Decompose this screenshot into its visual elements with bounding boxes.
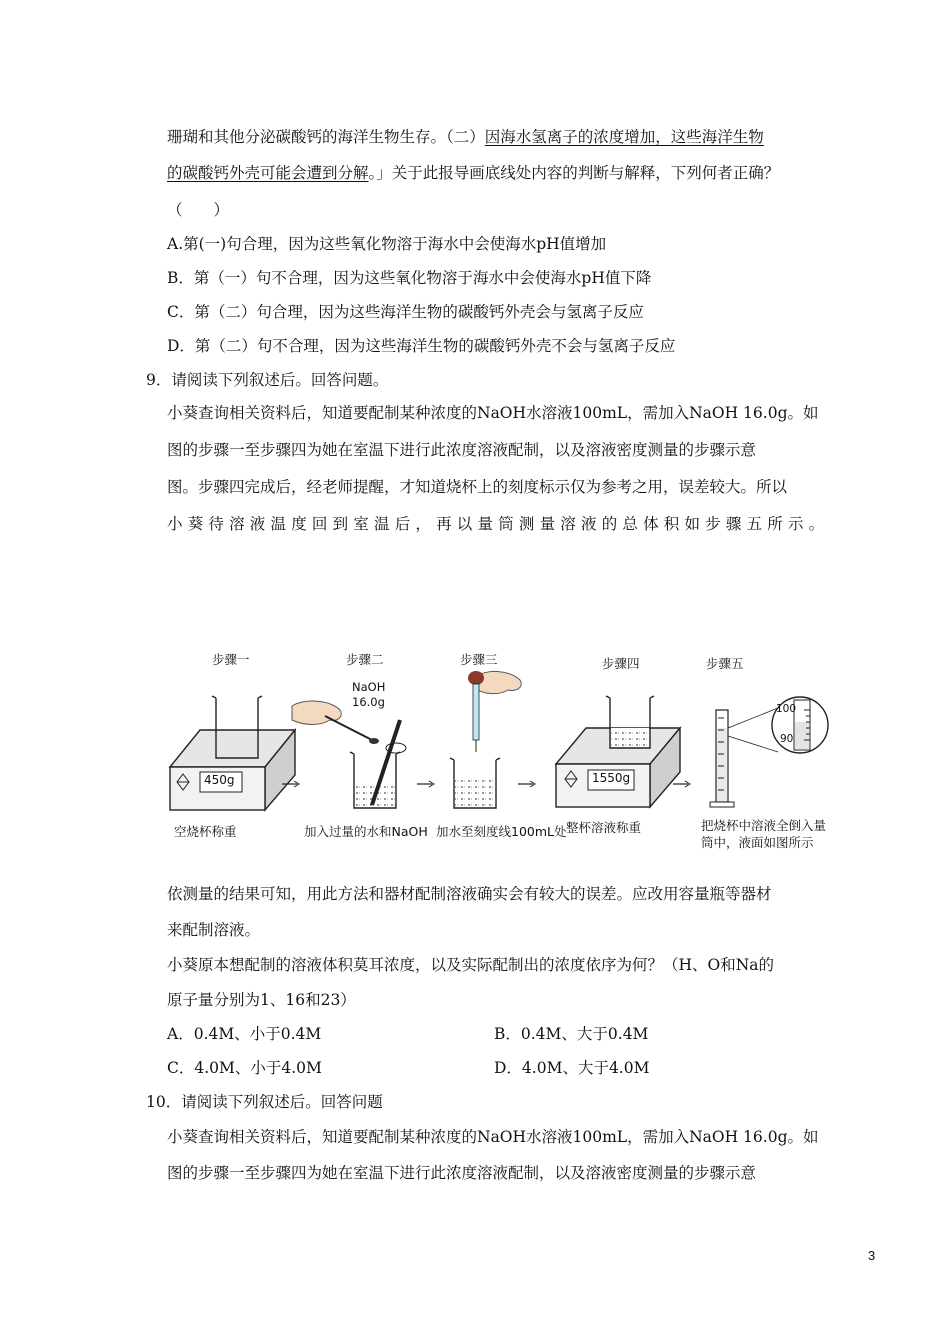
graduated-cylinder	[710, 708, 778, 807]
q8-line-2	[167, 163, 779, 183]
q9-option-d: D．4.0M、大于4.0M	[494, 1059, 650, 1077]
step-2-caption: 加入过量的水和NaOH	[304, 824, 428, 839]
tick-90-label: 90	[780, 733, 794, 745]
scale-1-reading: 450g	[204, 773, 235, 787]
q9-para-line-1: 小葵查询相关资料后，知道要配制某种浓度的NaOH水溶液100mL，需加入NaOH 16.0g。如	[167, 404, 819, 422]
step-3-title: 步骤三	[460, 652, 498, 667]
q10-para-line-1: 小葵查询相关资料后，知道要配制某种浓度的NaOH水溶液100mL，需加入NaOH 16.0g。如	[167, 1128, 819, 1146]
step-3-caption: 加水至刻度线100mL处	[436, 824, 567, 839]
full-beaker	[606, 696, 654, 748]
q8-line-1-text: 珊瑚和其他分泌碳酸钙的海洋生物生存。（二）	[167, 128, 485, 146]
q8-underlined-sentence-2a: 因海水氢离子的浓度增加，这些海洋生物	[484, 128, 764, 146]
step-1-caption: 空烧杯称重	[174, 824, 237, 839]
q8-option-b: B．第（一）句不合理，因为这些氧化物溶于海水中会使海水pH值下降	[167, 269, 652, 287]
q9-question-line-1: 小葵原本想配制的溶液体积莫耳浓度，以及实际配制出的浓度依序为何？（H、O和Na的	[167, 956, 775, 974]
q8-line-1	[167, 127, 764, 147]
step-4-caption: 整杯溶液称重	[566, 820, 642, 835]
beaker-3	[450, 758, 500, 808]
q9-question-line-2: 原子量分别为1、16和23）	[167, 991, 356, 1009]
q9-para-line-2: 图的步骤一至步骤四为她在室温下进行此浓度溶液配制，以及溶液密度测量的步骤示意	[167, 441, 757, 459]
step-5-title: 步骤五	[706, 656, 744, 671]
step-5-caption-line-1: 把烧杯中溶液全倒入量	[701, 818, 827, 833]
step-1-title: 步骤一	[212, 652, 250, 667]
q9-para-line-3: 图。步骤四完成后，经老师提醒，才知道烧杯上的刻度标示仅为参考之用，误差较大。所以	[167, 478, 788, 496]
q8-option-d: D．第（二）句不合理，因为这些海洋生物的碳酸钙外壳不会与氢离子反应	[167, 337, 676, 355]
naoh-label: NaOH	[352, 680, 386, 694]
q10-header: 10．请阅读下列叙述后。回答问题	[146, 1093, 383, 1111]
q9-para-line-4: 小葵待溶液温度回到室温后，再以量筒测量溶液的总体积如步骤五所示。	[167, 515, 830, 533]
scale-1	[170, 730, 295, 810]
q9-option-a: A．0.4M、小于0.4M	[167, 1025, 322, 1043]
q9-header: 9．请阅读下列叙述后。回答问题。	[146, 371, 389, 389]
q8-answer-paren: （ ）	[167, 201, 230, 219]
hand-dropper	[468, 671, 521, 752]
naoh-mass: 16.0g	[352, 695, 385, 709]
q8-option-c: C．第（二）句合理，因为这些海洋生物的碳酸钙外壳会与氢离子反应	[167, 303, 644, 321]
q9-option-c: C．4.0M、小于4.0M	[167, 1059, 322, 1077]
step-2-title: 步骤二	[346, 652, 384, 667]
step-5-caption-line-2: 筒中，液面如图所示	[701, 835, 814, 850]
q8-question-text: 。」关于此报导画底线处内容的判断与解释，下列何者正确？	[368, 164, 780, 182]
q8-option-a: A.第(一)句合理，因为这些氧化物溶于海水中会使海水pH值增加	[167, 235, 607, 253]
q9-after-line-1: 依测量的结果可知，用此方法和器材配制溶液确实会有较大的误差。应改用容量瓶等器材	[167, 885, 772, 903]
step-4-title: 步骤四	[602, 656, 640, 671]
q10-para-line-2: 图的步骤一至步骤四为她在室温下进行此浓度溶液配制，以及溶液密度测量的步骤示意	[167, 1164, 757, 1182]
scale-4-reading: 1550g	[592, 771, 631, 785]
page-number: 3	[868, 1248, 876, 1263]
q9-option-b: B．0.4M、大于0.4M	[494, 1025, 649, 1043]
experiment-figure	[160, 640, 850, 860]
q8-underlined-sentence-2b: 的碳酸钙外壳可能会遭到分解	[167, 164, 369, 182]
tick-100-label: 100	[776, 703, 797, 715]
q9-after-line-2: 来配制溶液。	[167, 921, 261, 939]
